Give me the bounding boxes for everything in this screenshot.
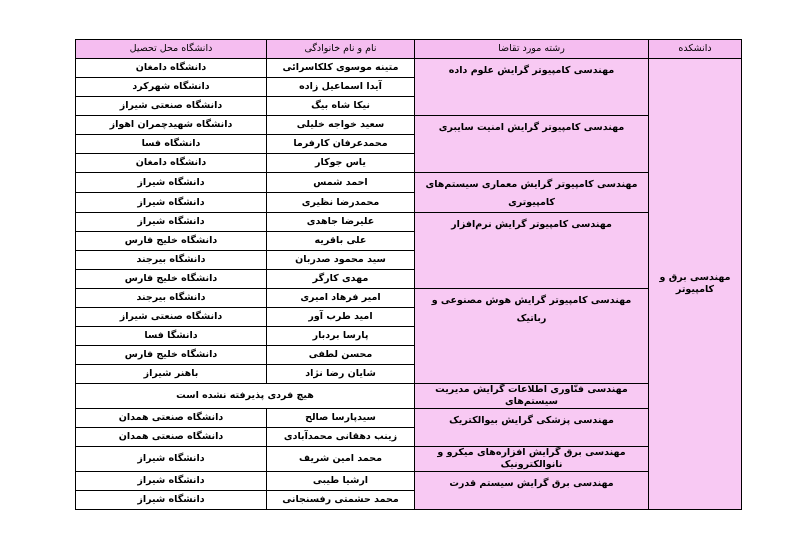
table-row	[76, 409, 742, 428]
header-row	[76, 40, 742, 59]
student-university: دانشگاه خلیج فارس	[76, 346, 267, 365]
student-university: دانشگا فسا	[76, 327, 267, 346]
faculty-cell	[649, 59, 742, 510]
student-university: دانشگاه خلیج فارس	[76, 270, 267, 289]
student-university: دانشگاه بیرجند	[76, 289, 267, 308]
table-row	[76, 447, 742, 472]
major-cell: مهندسی کامپیوتر گرایش علوم داده	[415, 59, 649, 116]
major-cell: مهندسی کامپیوتر گرایش امنیت سایبری	[415, 116, 649, 173]
major-cell: مهندسی کامپیوتر گرایش نرم‌افزار	[415, 213, 649, 289]
admissions-table	[75, 39, 742, 510]
table-row	[76, 59, 742, 78]
no-admission-note: هیچ فردی پذیرفته نشده است	[76, 384, 415, 409]
student-name: پارسا بردبار	[267, 327, 415, 346]
student-name: علی باقریه	[267, 232, 415, 251]
table-row	[76, 384, 742, 409]
student-name: احمد شمس	[267, 173, 415, 193]
student-university: دانشگاه شیراز	[76, 193, 267, 213]
student-university: دانشگاه دامغان	[76, 59, 267, 78]
table-row	[76, 173, 742, 193]
student-university: دانشگاه خلیج فارس	[76, 232, 267, 251]
student-name: محمد امین شریف	[267, 447, 415, 472]
student-name: ارشیا طیبی	[267, 472, 415, 491]
student-university: دانشگاه شیراز	[76, 213, 267, 232]
major-cell: مهندسی فنّاوری اطلاعات گرایش مدیریت سیستم‌های	[415, 384, 649, 409]
student-university: دانشگاه شیراز	[76, 472, 267, 491]
table-row	[76, 213, 742, 232]
major-cell: مهندسی کامپیوتر گرایش هوش مصنوعی و رباتیک	[415, 289, 649, 384]
table-row	[76, 116, 742, 135]
student-name: سعید خواجه خلیلی	[267, 116, 415, 135]
student-name: نیکا شاه بیگ	[267, 97, 415, 116]
student-university: دانشگاه شهیدچمران اهواز	[76, 116, 267, 135]
major-cell: مهندسی برق گرایش افزاره‌های میکرو و نانوالکترونیک	[415, 447, 649, 472]
major-cell: مهندسی پزشکی گرایش بیوالکتریک	[415, 409, 649, 447]
table-row	[76, 289, 742, 308]
student-name: محمد حشمتی رفسنجانی	[267, 491, 415, 510]
table-row	[76, 472, 742, 491]
major-cell: مهندسی کامپیوتر گرایش معماری سیستم‌های کامپیوتری	[415, 173, 649, 213]
student-name: آیدا اسماعیل زاده	[267, 78, 415, 97]
student-university: دانشگاه بیرجند	[76, 251, 267, 270]
student-name: سید محمود صدربان	[267, 251, 415, 270]
student-university: دانشگاه صنعتی همدان	[76, 428, 267, 447]
student-name: شایان رضا نژاد	[267, 365, 415, 384]
faculty-label: مهندسی برق و کامپیوتر	[659, 272, 731, 295]
student-name: یاس جوکار	[267, 154, 415, 173]
student-name: علیرضا جاهدی	[267, 213, 415, 232]
student-university: دانشگاه دامغان	[76, 154, 267, 173]
header-faculty: دانشکده	[649, 40, 742, 59]
student-name: محمدعرفان کارفرما	[267, 135, 415, 154]
header-university: دانشگاه محل تحصیل	[76, 40, 267, 59]
major-cell: مهندسی برق گرایش سیستم قدرت	[415, 472, 649, 510]
student-university: دانشگاه فسا	[76, 135, 267, 154]
student-name: امیر فرهاد امیری	[267, 289, 415, 308]
student-name: سیدپارسا صالح	[267, 409, 415, 428]
header-major: رشته مورد تقاضا	[415, 40, 649, 59]
student-name: متینه موسوی کلکاسرائی	[267, 59, 415, 78]
student-name: محسن لطفی	[267, 346, 415, 365]
student-name: محمدرضا نظیری	[267, 193, 415, 213]
student-name: زینب دهقانی محمدآبادی	[267, 428, 415, 447]
student-university: دانشگاه صنعتی شیراز	[76, 97, 267, 116]
student-university: دانشگاه شیراز	[76, 491, 267, 510]
header-name: نام و نام خانوادگی	[267, 40, 415, 59]
student-university: دانشگاه صنعتی همدان	[76, 409, 267, 428]
student-university: باهنر شیراز	[76, 365, 267, 384]
student-university: دانشگاه شهرکرد	[76, 78, 267, 97]
student-name: مهدی کارگر	[267, 270, 415, 289]
student-university: دانشگاه شیراز	[76, 447, 267, 472]
student-name: امید طرب آور	[267, 308, 415, 327]
student-university: دانشگاه صنعتی شیراز	[76, 308, 267, 327]
student-university: دانشگاه شیراز	[76, 173, 267, 193]
